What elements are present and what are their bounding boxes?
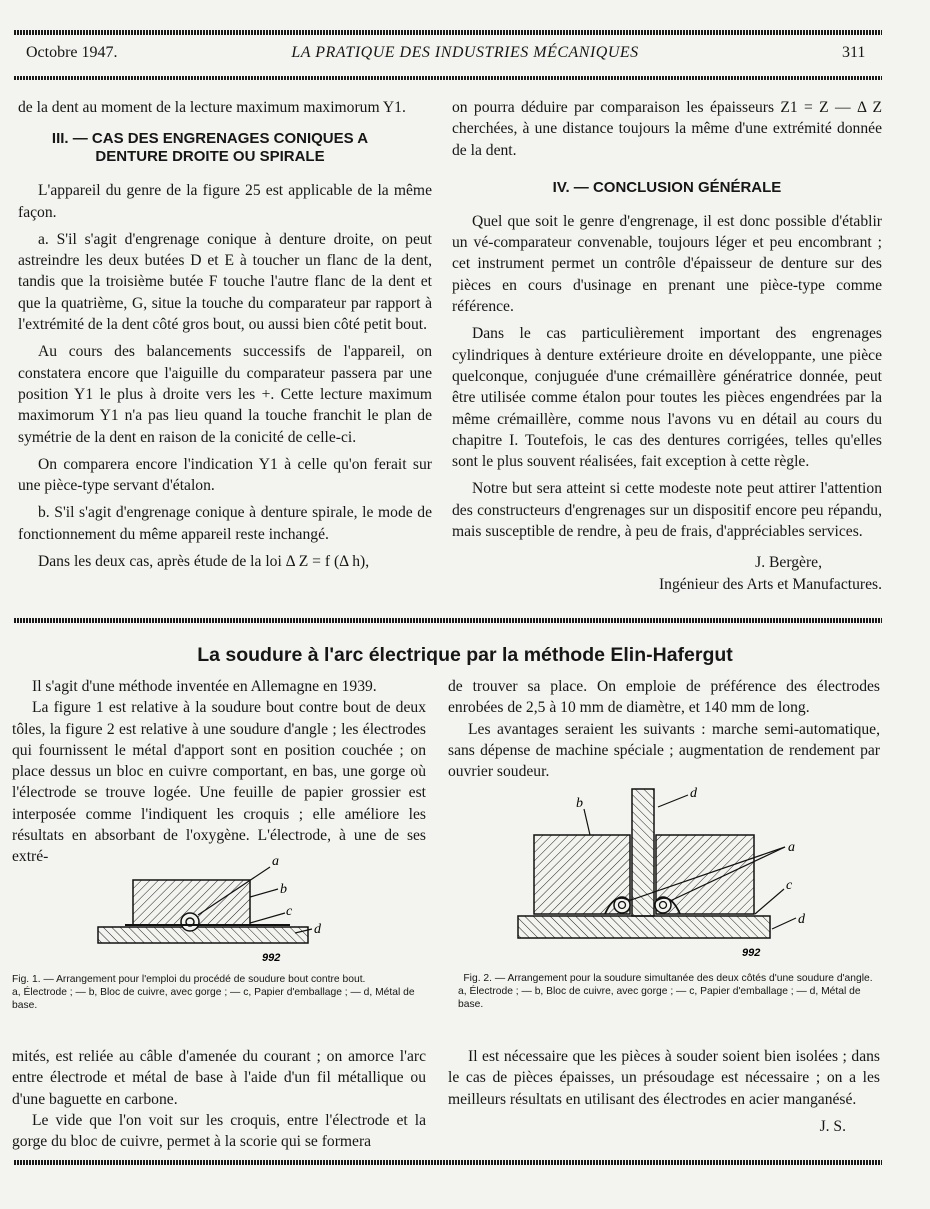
figure-number: 992: [262, 952, 281, 964]
signature: J. S.: [819, 1117, 846, 1135]
article2-right-column-bottom: [448, 1046, 880, 1137]
label-b: b: [576, 796, 583, 811]
header-page-number: 311: [842, 44, 866, 61]
paragraph: Il est nécessaire que les pièces à souder soient bien isolées ; dans le cas de pièces épaisses, un présoudage est nécessaire ; on a les meilleurs résultats en utilisant des électrodes en acier manganésé.: [448, 1048, 880, 1108]
paragraph: Quel que soit le genre d'engrenage, il est donc possible d'établir un vé-comparateur convenable, toujours léger et peu encombrant ; cet instrument permet un contrôle d'épaisseur de denture sur des pièces en cours d'usinage en prenant une pièce-type comme référence.: [452, 212, 882, 316]
paragraph: Il s'agit d'une méthode inventée en Allemagne en 1939.: [32, 678, 377, 695]
leader-d-top: [658, 795, 688, 807]
paragraph: de trouver sa place. On emploie de préférence des électrodes enrobées de 2,5 à 10 mm de diamètre, et 140 mm de long.: [448, 678, 880, 717]
paragraph: b. S'il s'agit d'engrenage conique à denture spirale, le mode de fonctionnement du même appareil reste inchangé.: [18, 504, 432, 543]
paragraph: Dans le cas particulièrement important des engrenages cylindriques à denture extérieure droite en développante, une pièce quelconque, conjuguée d'une crémaillère génératrice donnée, peut être utilisée comme étalon pour toutes les pièces engendrées par la même crémaillère, comme nous l'avons vu en détail au cours du chapitre I. Toutefois, le cas des dentures corrigées, telles qu'elles sont le plus souvent réalisées, fait exception à cette règle.: [452, 325, 882, 471]
electrode-circle: [181, 913, 199, 931]
header-date: Octobre 1947.: [26, 44, 118, 61]
caption-legend: a, Électrode ; — b, Bloc de cuivre, avec gorge ; — c, Papier d'emballage ; — d, Métal de base.: [458, 986, 861, 1010]
article2-left-column-bottom: [12, 1046, 426, 1158]
leader-c: [755, 889, 784, 914]
figure-2-diagram: [510, 783, 810, 963]
figure-number: 992: [742, 947, 761, 959]
paragraph: mités, est reliée au câble d'amenée du courant ; on amorce l'arc entre électrode et métal de base à l'aide d'un fil métallique ou d'une baguette en carbone.: [12, 1048, 426, 1108]
section-heading-3: III. — CAS DES ENGRENAGES CONIQUES A DENTURE DROITE OU SPIRALE: [51, 130, 369, 166]
section-heading-4: IV. — CONCLUSION GÉNÉRALE: [552, 178, 782, 196]
base-metal: [98, 927, 308, 943]
paragraph: Dans les deux cas, après étude de la loi Δ Z = f (Δ h),: [38, 553, 370, 571]
base-metal: [518, 916, 770, 938]
label-b: b: [280, 882, 287, 897]
paragraph: La figure 1 est relative à la soudure bout contre bout de deux tôles, la figure 2 est relative à une soudure d'angle ; les électrodes qui fournissent le métal d'apport sont en position couchée ; on place dessus un bloc en cuivre comportant, en bas, une gorge où l'électrode se trouve logée. Une feuille de papier grossier est interposée comme l'indiquent les croquis ; elle améliore les résultats en absorbant de l'oxygène. L'électrode, à une de ses extré-: [12, 699, 426, 866]
article1-right-column: [452, 97, 882, 595]
article1-left-column: [18, 97, 432, 578]
bottom-rule: [14, 1160, 882, 1165]
leader-b: [250, 889, 278, 897]
label-c: c: [786, 878, 793, 893]
author-title: Ingénieur des Arts et Manufactures.: [658, 575, 882, 593]
label-c: c: [286, 904, 293, 919]
leader-b: [584, 809, 590, 835]
figure-1-caption: [12, 973, 432, 1012]
vertical-plate: [632, 789, 654, 916]
label-d-top: d: [690, 786, 697, 801]
paragraph: Notre but sera atteint si cette modeste note peut attirer l'attention des constructeurs d'engrenages sur un dispositif encore peu répandu, mais susceptible de rendre, à peu de frais, d'appréciables services.: [452, 480, 882, 541]
label-a: a: [272, 855, 279, 869]
paragraph: Au cours des balancements successifs de l'appareil, on constatera encore que l'aiguille du comparateur passera par une position Y1 le plus à droite vers les +. Cette lecture maximum maximorum Y1 n'a pas lieu quand la touche franchit le plan de symétrie de la dent en raison de la conicité de celle-ci.: [18, 343, 432, 446]
caption-lead: Fig. 2. — Arrangement pour la soudure simultanée des deux côtés d'une soudure d'angle.: [463, 973, 873, 984]
paragraph: L'appareil du genre de la figure 25 est applicable de la même façon.: [18, 182, 432, 221]
label-a: a: [788, 840, 795, 855]
leader-d: [772, 918, 796, 929]
paragraph: on pourra déduire par comparaison les épaisseurs Z1 = Z — Δ Z cherchées, à une distance toujours la même d'une extrémité donnée de la dent.: [452, 99, 882, 159]
header-rule: [14, 76, 882, 80]
leader-c: [250, 913, 285, 923]
author-name: J. Bergère,: [755, 554, 822, 572]
article2-left-column-top: [12, 676, 426, 874]
figure-2-caption: [458, 972, 878, 1011]
article2-right-column-top: [448, 676, 880, 788]
caption-lead: Fig. 1. — Arrangement pour l'emploi du procédé de soudure bout contre bout.: [12, 974, 366, 985]
paragraph: Les avantages seraient les suivants : marche semi-automatique, sans dépense de machine spéciale ; augmentation de rendement par ouvrier soudeur.: [448, 720, 880, 781]
paragraph: de la dent au moment de la lecture maximum maximorum Y1.: [18, 99, 406, 116]
caption-legend: a, Électrode ; — b, Bloc de cuivre, avec gorge ; — c, Papier d'emballage ; — d, Métal de base.: [12, 987, 415, 1011]
paragraph: Le vide que l'on voit sur les croquis, entre l'électrode et la gorge du bloc de cuivre, permet à la scorie qui se formera: [12, 1111, 426, 1151]
header-journal-title: LA PRATIQUE DES INDUSTRIES MÉCANIQUES: [291, 44, 639, 61]
top-rule: [14, 30, 882, 35]
label-d: d: [798, 912, 805, 927]
article2-title: La soudure à l'arc électrique par la méthode Elin-Hafergut: [197, 644, 733, 666]
article-separator-rule: [14, 618, 882, 623]
label-d: d: [314, 922, 321, 937]
figure-1-diagram: [90, 855, 330, 965]
paragraph: a. S'il s'agit d'engrenage conique à denture droite, on peut astreindre les deux butées D et E à toucher un flanc de la dent, tandis que la troisième butée F touche l'autre flanc de la dent et que la quatrième, G, situe la touche du comparateur par rapport à l'extrémité de la dent côté gros bout, ou aussi bien côté petit bout.: [18, 230, 432, 334]
paragraph: On comparera encore l'indication Y1 à celle qu'on ferait sur une pièce-type servant d'étalon.: [18, 455, 432, 495]
